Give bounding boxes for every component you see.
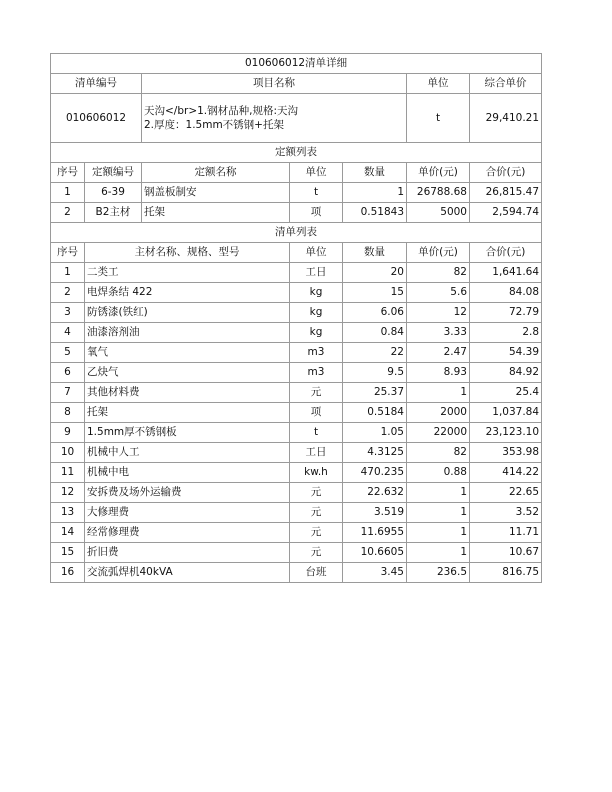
material-name: 油漆溶剂油 (85, 323, 290, 343)
material-unit: 元 (290, 383, 343, 403)
material-price: 22000 (407, 423, 470, 443)
material-qty: 1.05 (343, 423, 407, 443)
material-unit: kg (290, 303, 343, 323)
material-total: 2.8 (470, 323, 542, 343)
price-header: 综合单价 (470, 74, 542, 94)
item-name-line1: 天沟</br>1.钢材品种,规格:天沟 (144, 105, 299, 117)
item-unit: t (407, 94, 470, 143)
material-row (51, 283, 542, 303)
material-total: 23,123.10 (470, 423, 542, 443)
quota-header-name: 定额名称 (142, 163, 290, 183)
material-qty: 3.45 (343, 563, 407, 583)
quota-header-total: 合价(元) (470, 163, 542, 183)
material-total: 25.4 (470, 383, 542, 403)
material-name: 安拆费及场外运输费 (85, 483, 290, 503)
unit-header: 单位 (407, 74, 470, 94)
material-price: 5.6 (407, 283, 470, 303)
material-price: 8.93 (407, 363, 470, 383)
material-qty: 0.5184 (343, 403, 407, 423)
material-no: 2 (51, 283, 85, 303)
item-price: 29,410.21 (470, 94, 542, 143)
bill-detail-table (50, 53, 542, 583)
material-unit: kg (290, 283, 343, 303)
code-header: 清单编号 (51, 74, 142, 94)
material-header-row (51, 243, 542, 263)
material-name: 二类工 (85, 263, 290, 283)
material-name: 机械中人工 (85, 443, 290, 463)
material-qty: 6.06 (343, 303, 407, 323)
quota-name: 托架 (142, 203, 290, 223)
material-no: 13 (51, 503, 85, 523)
material-no: 11 (51, 463, 85, 483)
material-no: 4 (51, 323, 85, 343)
material-unit: 元 (290, 523, 343, 543)
quota-total: 2,594.74 (470, 203, 542, 223)
quota-name: 钢盖板制安 (142, 183, 290, 203)
material-row (51, 383, 542, 403)
name-header: 项目名称 (142, 74, 407, 94)
quota-qty: 1 (343, 183, 407, 203)
material-header-name: 主材名称、规格、型号 (85, 243, 290, 263)
material-total: 1,641.64 (470, 263, 542, 283)
material-name: 电焊条结 422 (85, 283, 290, 303)
quota-section-title-row (51, 143, 542, 163)
material-header-total: 合价(元) (470, 243, 542, 263)
quota-code: B2主材 (85, 203, 142, 223)
quota-row (51, 203, 542, 223)
material-name: 机械中电 (85, 463, 290, 483)
quota-no: 2 (51, 203, 85, 223)
quota-unit: t (290, 183, 343, 203)
material-unit: 项 (290, 403, 343, 423)
material-price: 82 (407, 263, 470, 283)
material-unit: t (290, 423, 343, 443)
material-total: 10.67 (470, 543, 542, 563)
quota-unit: 项 (290, 203, 343, 223)
material-no: 9 (51, 423, 85, 443)
material-price: 12 (407, 303, 470, 323)
material-qty: 470.235 (343, 463, 407, 483)
material-price: 0.88 (407, 463, 470, 483)
quota-header-code: 定额编号 (85, 163, 142, 183)
material-no: 8 (51, 403, 85, 423)
item-name-line2: 2.厚度：1.5mm不锈钢+托架 (144, 119, 284, 131)
material-name: 1.5mm厚不锈钢板 (85, 423, 290, 443)
material-total: 1,037.84 (470, 403, 542, 423)
material-price: 1 (407, 503, 470, 523)
quota-price: 26788.68 (407, 183, 470, 203)
material-price: 1 (407, 483, 470, 503)
material-total: 72.79 (470, 303, 542, 323)
material-name: 折旧费 (85, 543, 290, 563)
material-price: 82 (407, 443, 470, 463)
material-no: 3 (51, 303, 85, 323)
material-price: 1 (407, 383, 470, 403)
material-total: 11.71 (470, 523, 542, 543)
material-row (51, 303, 542, 323)
material-row (51, 483, 542, 503)
material-price: 2000 (407, 403, 470, 423)
material-no: 16 (51, 563, 85, 583)
quota-qty: 0.51843 (343, 203, 407, 223)
material-name: 交流弧焊机40kVA (85, 563, 290, 583)
material-qty: 3.519 (343, 503, 407, 523)
material-name: 其他材料费 (85, 383, 290, 403)
material-unit: 元 (290, 543, 343, 563)
material-qty: 0.84 (343, 323, 407, 343)
material-row (51, 423, 542, 443)
material-name: 乙炔气 (85, 363, 290, 383)
material-total: 3.52 (470, 503, 542, 523)
quota-section-title: 定额列表 (51, 143, 542, 163)
material-total: 84.08 (470, 283, 542, 303)
material-qty: 4.3125 (343, 443, 407, 463)
quota-header-qty: 数量 (343, 163, 407, 183)
material-price: 1 (407, 523, 470, 543)
material-row (51, 263, 542, 283)
material-row (51, 543, 542, 563)
item-code: 010606012 (51, 94, 142, 143)
material-row (51, 323, 542, 343)
quota-code: 6-39 (85, 183, 142, 203)
title-row (51, 54, 542, 74)
material-name: 氧气 (85, 343, 290, 363)
item-name (142, 94, 407, 143)
material-no: 14 (51, 523, 85, 543)
material-qty: 15 (343, 283, 407, 303)
material-section-title-row (51, 223, 542, 243)
material-row (51, 343, 542, 363)
material-price: 236.5 (407, 563, 470, 583)
table-title: 010606012清单详细 (51, 54, 542, 74)
material-qty: 22.632 (343, 483, 407, 503)
material-header-price: 单价(元) (407, 243, 470, 263)
material-qty: 20 (343, 263, 407, 283)
material-name: 防锈漆(铁红) (85, 303, 290, 323)
material-no: 7 (51, 383, 85, 403)
material-section-title: 清单列表 (51, 223, 542, 243)
material-price: 1 (407, 543, 470, 563)
material-name: 大修理费 (85, 503, 290, 523)
material-unit: m3 (290, 363, 343, 383)
item-row (51, 94, 542, 143)
material-unit: m3 (290, 343, 343, 363)
material-no: 10 (51, 443, 85, 463)
material-no: 1 (51, 263, 85, 283)
quota-no: 1 (51, 183, 85, 203)
material-unit: 工日 (290, 443, 343, 463)
material-row (51, 563, 542, 583)
quota-total: 26,815.47 (470, 183, 542, 203)
material-qty: 10.6605 (343, 543, 407, 563)
material-total: 84.92 (470, 363, 542, 383)
quota-header-price: 单价(元) (407, 163, 470, 183)
material-total: 54.39 (470, 343, 542, 363)
material-qty: 25.37 (343, 383, 407, 403)
material-unit: 元 (290, 483, 343, 503)
material-total: 414.22 (470, 463, 542, 483)
material-qty: 22 (343, 343, 407, 363)
material-total: 816.75 (470, 563, 542, 583)
material-unit: kw.h (290, 463, 343, 483)
material-qty: 11.6955 (343, 523, 407, 543)
material-total: 353.98 (470, 443, 542, 463)
material-row (51, 503, 542, 523)
material-no: 5 (51, 343, 85, 363)
material-name: 托架 (85, 403, 290, 423)
quota-row (51, 183, 542, 203)
material-no: 15 (51, 543, 85, 563)
material-row (51, 443, 542, 463)
material-unit: kg (290, 323, 343, 343)
material-header-no: 序号 (51, 243, 85, 263)
quota-price: 5000 (407, 203, 470, 223)
material-no: 12 (51, 483, 85, 503)
material-row (51, 363, 542, 383)
quota-header-no: 序号 (51, 163, 85, 183)
material-unit: 台班 (290, 563, 343, 583)
material-qty: 9.5 (343, 363, 407, 383)
item-header-row (51, 74, 542, 94)
material-unit: 元 (290, 503, 343, 523)
material-total: 22.65 (470, 483, 542, 503)
material-header-unit: 单位 (290, 243, 343, 263)
material-name: 经常修理费 (85, 523, 290, 543)
quota-header-unit: 单位 (290, 163, 343, 183)
material-row (51, 403, 542, 423)
material-price: 2.47 (407, 343, 470, 363)
material-header-qty: 数量 (343, 243, 407, 263)
material-row (51, 463, 542, 483)
material-no: 6 (51, 363, 85, 383)
material-price: 3.33 (407, 323, 470, 343)
material-unit: 工日 (290, 263, 343, 283)
material-row (51, 523, 542, 543)
quota-header-row (51, 163, 542, 183)
